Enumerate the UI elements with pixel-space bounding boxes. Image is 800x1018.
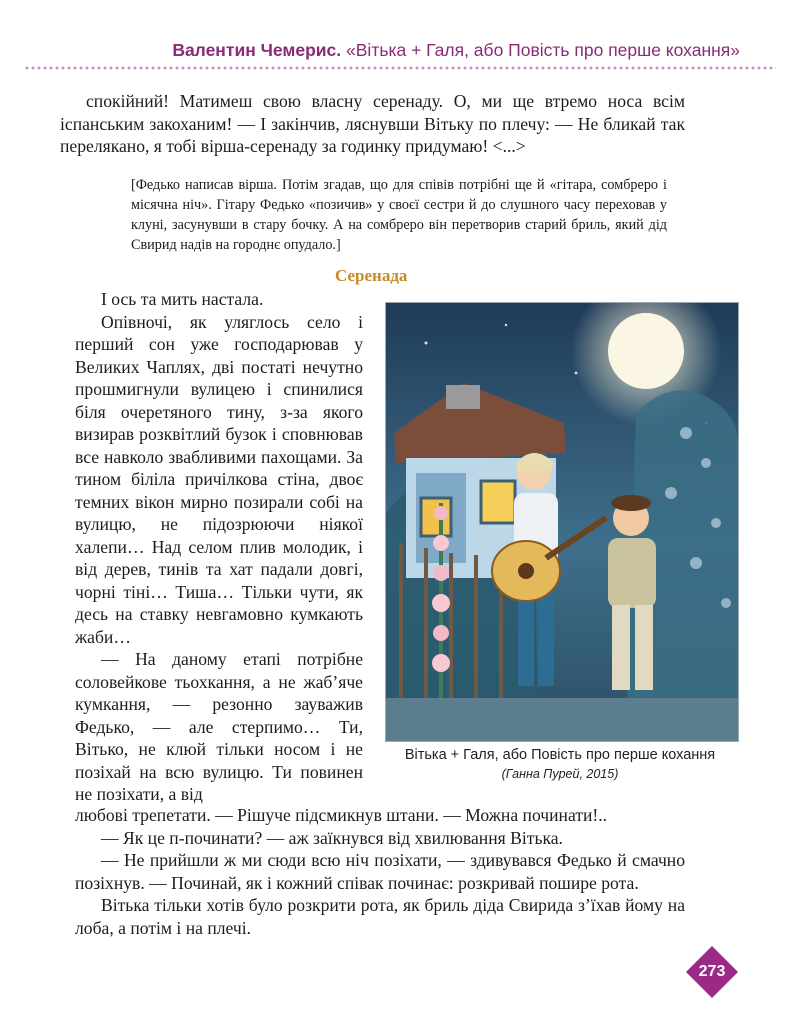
book-illustration: [385, 302, 739, 742]
serenade-illustration: [386, 303, 738, 741]
page-number: 273: [698, 963, 726, 980]
bottom-text-block: [75, 804, 685, 939]
section-title: Серенада: [335, 266, 408, 285]
lit-window: [481, 481, 515, 523]
top-paragraph-block: [60, 90, 685, 158]
editorial-note: [131, 175, 667, 255]
paragraph: любові трепетати. — Рішуче підсмикнув штани. — Можна починати!..: [75, 805, 608, 825]
paragraph: Вітька тільки хотів було розкрити рота, як бриль діда Свирида з’їхав йому на лоба, а потім і на плечі.: [75, 895, 685, 938]
paragraph: Опівночі, як уляглось село і перший сон уже господарював у Великих Чаплях, дві постаті нечутно прошмигнули вулицею і спинилися біля очеретяного тину, з-за якого визирав розквітлий бузок і сповнював все навколо звабливими пахощами. За тином біліла причілкова стіна, двоє темних вікон мирно позирали собі на вулицю, не підозрюючи ніякої халепи… Над селом плив молодик, і від дерев, тинів та хат падали довгі, чорні тіні… Тиша… Тільки чути, як десь на ставку невгамовно кумкають жаби…: [75, 311, 363, 647]
road: [386, 698, 738, 741]
chimney: [446, 385, 480, 409]
paragraph: — На даному етапі потрібне соловейкове тьохкання, а не жаб’яче кумкання, — резонно зауважив Федько, — але стерпимо… Ти, Вітько, не клюй тільки носом і не позіхай на всю вулицю. Ти повинен не позіхати, а від: [75, 649, 363, 804]
left-column-text: [75, 288, 363, 806]
illustration-caption: [375, 745, 745, 783]
header-title: «Вітька + Галя, або Повість про перше кохання»: [346, 40, 740, 60]
running-header: [172, 40, 740, 61]
paragraph: — Як це п-починати? — аж заїкнувся від хвилювання Вітька.: [101, 827, 563, 848]
header-author: Валентин Чемерис.: [172, 40, 342, 60]
paragraph: І ось та мить настала.: [101, 289, 264, 309]
paragraph: спокійний! Матимеш свою власну серенаду. О, ми ще втремо носа всім іспанським закоханим! — І закінчив, ляснувши Вітьку по плечу: — Не бликай так перелякано, я тобі вірша-серенаду за годинку придумаю! <...>: [60, 91, 685, 156]
caption-author: (Ганна Пурей, 2015): [501, 767, 619, 781]
header-dotted-divider: [24, 66, 776, 70]
note-text: [Федько написав вірша. Потім згадав, що для співів потрібні ще й «гітара, сомбреро і місячна ніч». Гітару Федько «позичив» у своєї сестри й до слушного часу переховав у клуні, засунувши в стару бочку. А на сомбреро він перетворив старий бриль, який дід Свирид надів на городнє опудало.]: [131, 177, 667, 253]
moon: [608, 313, 684, 389]
caption-title: Вітька + Галя, або Повість про перше кохання: [404, 747, 716, 763]
paragraph: — Не прийшли ж ми сюди всю ніч позіхати, — здивувався Федько й смачно позіхнув. — Починай, як і кожний співак починає: розкривай пошире рота.: [75, 850, 685, 893]
